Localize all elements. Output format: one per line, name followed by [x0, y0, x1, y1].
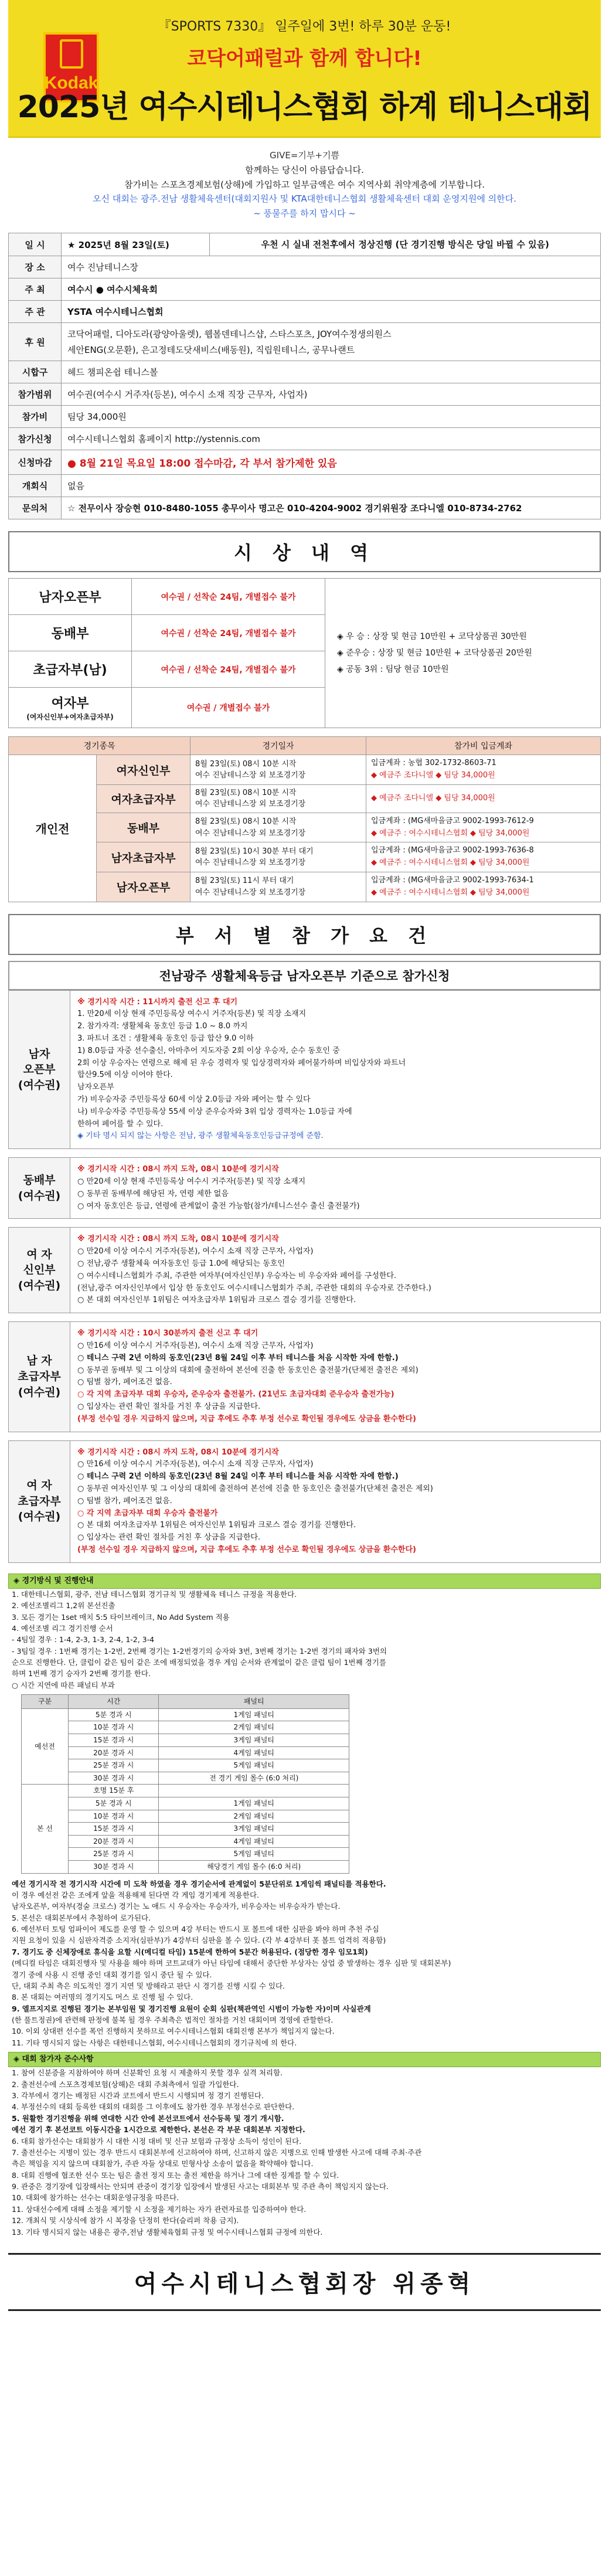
intro-line-1: 함께하는 당신이 아름답습니다. [245, 164, 364, 175]
kodak-logo: Kodak [43, 32, 99, 103]
requirement-line: 3. 파트너 조건 : 생활체육 동호인 등급 합산 9.0 이하 [77, 1034, 254, 1044]
rule-line: 이 경우 예선전 같은 조에게 앞을 적용해제 된다면 각 게임 경기제게 적용한다. [12, 1890, 260, 1899]
requirement-line: ○ 전남,광주 생활체육 여자동호인 등급 1.0에 해당되는 동호인 [77, 1259, 285, 1268]
apply-label: 참가신청 [9, 428, 62, 450]
requirement-line: 1) 8.0등급 자중 선수출신, 아마추어 지도자중 2회 이상 우승자, 순수 동호인 중 [77, 1046, 340, 1055]
penalty-time: 5분 경과 시 [69, 1797, 159, 1810]
rule-line: 예선 경기 후 본선코트 이동시간을 1시간으로 제한한다. 본선은 각 부문 대회본부 지정한다. [12, 2125, 305, 2135]
fees-header-account: 참가비 입금계좌 [366, 737, 601, 755]
rule-line: 3. 모든 경기는 1set 매치 5:5 타이브레이크, No Add System 적용 [12, 1612, 230, 1622]
penalty-row [22, 1785, 349, 1797]
requirement-line: ○ 만20세 이상 현재 주민등록상 여수시 거주자(등본) 및 직장 소재지 [77, 1177, 306, 1186]
rule-line: 11. 상대선수에게 대해 소정을 제기할 시 소정을 제기하는 자가 관련자료를 입증하여야 한다. [12, 2204, 307, 2214]
rule-line: 10. 대회에 참가하는 선수는 대회운영규정을 따른다. [12, 2193, 179, 2203]
opening-value: 없음 [62, 475, 601, 497]
scope-label: 참가범위 [9, 383, 62, 406]
rule-line: 1. 참여 신분증을 지참하여야 하며 신분확인 요청 시 제출하지 못할 경우 실격 처리함. [12, 2068, 283, 2078]
requirement-line: ○ 각 지역 초급자부 대회 우승자 출전불가 [77, 1508, 218, 1518]
requirement-line: ○ 입상자는 관련 확인 절차를 거친 후 상금을 지급한다. [77, 1402, 261, 1411]
requirement-line: ○ 동부권 여자신인부 및 그 이상의 대회에 출전하여 본선에 진출 한 동호인은 출전불가(단체전 출전은 제외) [77, 1484, 433, 1493]
date-label: 일 시 [9, 233, 62, 256]
fee-label: 참가비 [9, 406, 62, 428]
rule-line: (메디컬 타임은 대회진행자 및 사용을 해야 하며 코트교대가 아닌 타임에 대해서 중단한 부상자는 상업 중 발생하는 경우 심판 및 대회본부) [12, 1959, 451, 1968]
ball-label: 시합구 [9, 361, 62, 383]
sponsor-value [62, 323, 601, 361]
requirement-details [70, 1228, 601, 1313]
fees-event: 여자초급자부 [97, 784, 190, 813]
requirement-line: ○ 팀별 참가, 페어조건 없음. [77, 1496, 172, 1506]
requirement-line: 합산9.5에 이상 이어야 한다. [77, 1070, 173, 1080]
signature-footer: 여수시테니스협회장 위종혁 [8, 2253, 601, 2311]
requirement-line: ○ 만16세 이상 여수시 거주자(등본), 여수시 소재 직장 근무자, 사업자) [77, 1341, 314, 1350]
requirements-section-title: 부 서 별 참 가 요 건 [8, 914, 601, 955]
requirement-line: 한하여 페어를 할 수 있다. [77, 1119, 164, 1129]
rule-line: 단, 대회 주최 측은 의도적인 경기 지연 및 방해라고 판단 시 경기를 진행 시킬 수 있다. [12, 1981, 285, 1990]
fees-account: 입금계좌 : (MG새마을금고 9002-1993-7634-1 ◆ 예금주 : 여수시테니스협회 ◆ 팀당 34,000원 [366, 872, 601, 902]
requirement-block [8, 1440, 601, 1563]
penalty-value: 4게임 패널티 [159, 1746, 349, 1759]
event-note: 여수권 / 개별접수 불가 [132, 688, 325, 728]
prize-details [325, 579, 601, 728]
event-banner [8, 0, 601, 138]
fees-account: 입금계좌 : 농협 302-1732-8603-71 ◆ 예금주 조다니엘 ◆ 팀당 34,000원 [366, 755, 601, 785]
requirement-line: ○ 여수시테니스협회가 주최, 주관한 여자부(여자신인부) 우승자는 비 우승자와 페어를 구성한다. [77, 1271, 397, 1280]
rule-line: 남자오픈부, 여자부(경술 크로스) 경기는 노 애드 시 우승자는 우승자가, 비우승자는 비우승자가 받는다. [12, 1902, 341, 1911]
requirement-label: 여 자 초급자부 (여수권) [9, 1440, 70, 1562]
host-value: 여수시 ● 여수시체육회 [62, 278, 601, 301]
rule-line: 13. 기타 명시되지 않는 내용은 광주,전남 생활체육협회 규정 및 여수시테니스협회 규정에 의한다. [12, 2227, 323, 2237]
page-title: 2025년 여수시테니스협회 하계 테니스대회 [17, 90, 592, 125]
penalty-time: 20분 경과 시 [69, 1835, 159, 1848]
requirement-line: 1. 만20세 이상 현재 주민등록상 여수시 거주자(등본) 및 직장 소재지 [77, 1010, 307, 1019]
rule-line: 하며 1번째 경기 승자가 2번째 경기를 한다. [12, 1669, 151, 1678]
penalty-value: 해당경기 게임 몰수 (6:0 처리) [159, 1860, 349, 1873]
requirement-block [8, 1321, 601, 1432]
requirement-line: (부정 선수일 경우 지급하지 않으며, 지급 후에도 추후 부정 선수로 확인될 경우에도 상금을 환수한다) [77, 1545, 416, 1554]
penalty-time: 호명 15분 후 [69, 1785, 159, 1797]
requirement-block [8, 1227, 601, 1313]
fees-category: 개인전 [9, 755, 97, 902]
rule-line: 6. 대회 참가선수는 대회참가 시 대한 시정 대비 및 신규 보험과 규정상 소득이 성인이 된다. [12, 2136, 302, 2146]
banner-sponsor-line: 코닥어패럴과 함께 합니다! [187, 47, 422, 70]
rule-line: 측은 책임을 지지 않으며 대회참가, 주관 자들 상대로 민형사상 소송이 없음을 확약해야 합니다. [12, 2159, 314, 2169]
requirement-line: ○ 동부권 동배부 및 그 이상의 대회에 출전하여 본선에 진출 한 동호인은 출전불가(단체전 출전은 제외) [77, 1365, 419, 1375]
rule-line: 8. 대회 진행에 협조한 선수 또는 팀은 출전 정지 또는 출전 제한을 하거나 그에 대한 징계를 할 수 있다. [12, 2170, 339, 2180]
conduct-heading: ◈ 대회 참가자 준수사항 [8, 2052, 601, 2067]
penalty-time: 15분 경과 시 [69, 1823, 159, 1836]
sponsor-line-2: 세안ENG(오문환), 은고정테도닷새비스(배동원), 직립원테니스, 공무나랜트 [67, 345, 355, 356]
rule-line: ○ 시간 지연에 따른 패널티 부과 [12, 1680, 115, 1690]
intro-line-4: ~ 풍물주를 하지 맙시다 ~ [253, 208, 356, 219]
venue-label: 장 소 [9, 256, 62, 278]
date-value: ★ 2025년 8월 23일(토) [62, 233, 210, 256]
penalty-group: 예선전 [22, 1708, 69, 1785]
penalty-table [21, 1694, 349, 1873]
requirement-line: ◈ 기타 명시 되지 않는 사항은 전남, 광주 생활체육동호인등급규정에 준함. [77, 1131, 324, 1141]
event-note: 여수권 / 선착순 24팀, 개별접수 불가 [132, 651, 325, 688]
rule-line: 7. 출전선수는 지병이 있는 경우 반드시 대회본부에 신고하여야 하며, 신고하지 않은 지병으로 인해 발생한 사고에 대해 주최·주관 [12, 2147, 422, 2157]
penalty-value: 5게임 패널티 [159, 1848, 349, 1861]
requirements-subtitle: 전남광주 생활체육등급 남자오픈부 기준으로 참가신청 [8, 961, 601, 990]
requirement-line: ○ 만20세 이상 여수시 거주자(등본), 여수시 소재 직장 근무자, 사업자) [77, 1247, 314, 1256]
requirement-label: 남자 오픈부 (여수권) [9, 990, 70, 1149]
fees-event: 여자신인부 [97, 755, 190, 785]
intro-give: GIVE=기부+기쁨 [270, 150, 339, 161]
penalty-row [22, 1734, 349, 1747]
conduct-lines [8, 2067, 601, 2238]
banner-slogan: 『SPORTS 7330』 일주일에 3번! 하루 30분 운동! [158, 19, 451, 34]
penalty-row [22, 1772, 349, 1785]
rule-line: 5. 본선은 대회본부에서 추첨하여 로가된다. [12, 1913, 151, 1922]
block-gap [8, 1149, 601, 1157]
penalty-value: 2게임 패널티 [159, 1721, 349, 1734]
event-name: 남자오픈부 [9, 579, 132, 615]
fees-header-date: 경기일자 [190, 737, 366, 755]
penalty-value: 4게임 패널티 [159, 1835, 349, 1848]
fees-event: 동배부 [97, 813, 190, 842]
penalty-time: 5분 경과 시 [69, 1708, 159, 1721]
requirements-list [8, 990, 601, 1563]
requirement-line: ○ 팀별 참가, 페어조건 없음. [77, 1378, 172, 1387]
penalty-row [22, 1810, 349, 1823]
event-info-table [8, 233, 601, 520]
penalty-time: 10분 경과 시 [69, 1810, 159, 1823]
rule-line: 지원 요청이 있을 시 심판자격증 소지자(심판부)가 4강부터 심판을 볼 수 있다. (각 부 4강부터 폿 볼트 엄격히 적용함) [12, 1936, 386, 1945]
fees-schedule: 8월 23일(토) 08시 10분 시작 여수 진남테니스장 외 보조경기장 [190, 755, 366, 785]
rule-line: 11. 기타 명시되지 않는 사항은 대한테니스협회, 여수시테니스협회의 경기규칙에 의 한다. [12, 2038, 297, 2047]
penalty-group: 본 선 [22, 1785, 69, 1873]
opening-label: 개회식 [9, 475, 62, 497]
scope-value: 여수권(여수시 거주자(등본), 여수시 소재 직장 근무자, 사업자) [62, 383, 601, 406]
requirement-details [70, 1158, 601, 1219]
requirement-line: ○ 만16세 이상 여수시 거주자(등본), 여수시 소재 직장 근무자, 사업자) [77, 1460, 314, 1469]
fees-schedule: 8월 23일(토) 10시 30분 부터 대기 여수 진남테니스장 외 보조경기장 [190, 842, 366, 872]
requirement-block [8, 1157, 601, 1219]
penalty-time: 30분 경과 시 [69, 1860, 159, 1873]
event-note: 여수권 / 선착순 24팀, 개별접수 불가 [132, 579, 325, 615]
event-name: 초급자부(남) [9, 651, 132, 688]
organizer-value: YSTA 여수시테니스협회 [62, 301, 601, 323]
requirement-label: 동배부 (여수권) [9, 1158, 70, 1219]
requirement-details [70, 1440, 601, 1562]
rules-lines-1 [8, 1589, 601, 1691]
requirement-label: 여 자 신인부 (여수권) [9, 1228, 70, 1313]
fees-schedule: 8월 23일(토) 11시 부터 대기 여수 진남테니스장 외 보조경기장 [190, 872, 366, 902]
fees-account: ◆ 예금주 조다니엘 ◆ 팀당 34,000원 [366, 784, 601, 813]
rule-line: - 3팀일 경우 : 1번째 경기는 1-2번, 2번째 경기는 1-2번경기의 승자와 3번, 3번째 경기는 1-2번 경기의 패자와 3번의 [12, 1646, 387, 1656]
deadline-value: ● 8월 21일 목요일 18:00 접수마감, 각 부서 참가제한 있음 [62, 450, 601, 475]
penalty-row [22, 1708, 349, 1721]
penalty-row [22, 1860, 349, 1873]
penalty-time: 10분 경과 시 [69, 1721, 159, 1734]
penalty-row [22, 1823, 349, 1836]
requirement-line: 가) 비우승자중 주민등록상 60세 이상 2.0등급 자와 페어는 할 수 있다 [77, 1095, 311, 1104]
requirement-line: ○ 입상자는 관련 확인 절차를 거친 후 상금을 지급한다. [77, 1533, 261, 1542]
rule-line: 2. 예선조별리그 1,2위 본선진출 [12, 1601, 115, 1610]
penalty-value: 전 경기 게임 몰수 (6:0 처리) [159, 1772, 349, 1785]
rules-lines-2 [8, 1878, 601, 2049]
rule-line: 9. 관중은 경기장에 입장해서는 안되며 관중이 경기장 입장에서 발생된 사고는 대회본부 및 주관 측이 책임지지 않는다. [12, 2182, 389, 2191]
rain-note: 우천 시 실내 전천후에서 정상진행 (단 경기진행 방식은 당일 바뀔 수 있음) [210, 233, 601, 256]
fees-table [8, 736, 601, 902]
block-gap [8, 1219, 601, 1227]
fees-event: 남자초급자부 [97, 842, 190, 872]
requirement-line: ○ 테니스 구력 2년 이하의 동호인(23년 8월 24일 이후 부터 테니스를 처음 시작한 자에 한함.) [77, 1353, 399, 1362]
penalty-value [159, 1785, 349, 1797]
rule-line: 3. 각부에서 경기는 배정된 시간과 코트에서 반드시 시행되며 정 경기 진행된다. [12, 2091, 264, 2101]
organizer-label: 주 관 [9, 301, 62, 323]
rule-line: - 4팀일 경우 : 1-4, 2-3, 1-3, 2-4, 1-2, 3-4 [12, 1635, 155, 1644]
prize-runner-up: ◈ 준우승 : 상장 및 현금 10만원 + 코닥상품권 20만원 [337, 648, 532, 658]
penalty-value: 3게임 패널티 [159, 1734, 349, 1747]
rule-line: 예선 경기시작 전 경기시작 시간에 미 도착 하였을 경우 경기순서에 관계없이 5분단위로 1게임씩 패널티를 적용한다. [12, 1879, 386, 1888]
requirement-line: (부정 선수일 경우 지급하지 않으며, 지급 후에도 추후 부정 선수로 확인될 경우에도 상금을 환수한다) [77, 1414, 416, 1423]
penalty-row [22, 1797, 349, 1810]
rule-line: 8. 본 대회는 여러명의 경기지도 머스 로 진행 될 수 있다. [12, 1993, 193, 2002]
requirement-line: ○ 동부권 동배부에 해당된 자, 연령 제한 없음 [77, 1189, 229, 1198]
penalty-value: 1게임 패널티 [159, 1797, 349, 1810]
rule-line: 순으로 진행한다. 단, 클럽이 같은 팀이 같은 조에 배정되었을 경우 게임 순서와 관계없이 같은 클럽 팀이 1번째 경기를 [12, 1658, 386, 1667]
requirement-line: ○ 본 대회 여자신인부 1위팀은 여자초급자부 1위팀과 크로스 결승 경기를 진행한다. [77, 1296, 356, 1305]
sponsor-line-1: 코닥어패럴, 디아도라(광양아울렛), 웹볼덴테니스샵, 스타스포츠, JOY여수정생의원스 [67, 329, 392, 340]
fees-schedule: 8월 23일(토) 08시 10분 시작 여수 진남테니스장 외 보조경기장 [190, 784, 366, 813]
penalty-row [22, 1835, 349, 1848]
penalty-time: 30분 경과 시 [69, 1772, 159, 1785]
requirement-line: ○ 여자 동호인은 등급, 연령에 관계없이 출전 가능함(참가/테니스선수 출신 출전불가) [77, 1201, 360, 1211]
intro-line-2: 참가비는 스포츠경제보험(상해)에 가입하고 일부금액은 여수 지역사회 취약계층에 기부합니다. [124, 179, 485, 190]
penalty-row [22, 1759, 349, 1772]
fee-value: 팀당 34,000원 [62, 406, 601, 428]
penalty-value: 1게임 패널티 [159, 1708, 349, 1721]
penalty-time: 20분 경과 시 [69, 1746, 159, 1759]
ball-value: 헤드 챔피온쉽 테니스볼 [62, 361, 601, 383]
requirement-line: 2회 이상 우승자는 연령으로 해제 된 우승 경력자 및 입상경력자와 페어불가하며 비입상자와 파트너 [77, 1058, 406, 1068]
penalty-time: 15분 경과 시 [69, 1734, 159, 1747]
contact-value: ☆ 전무이사 장승현 010-8480-1055 총무이사 명고은 010-4204-9002 경기위원장 조다니엘 010-8734-2762 [62, 497, 601, 519]
block-gap [8, 1432, 601, 1440]
intro-line-3: 오신 대회는 광주.전남 생활체육센터(대회지원사 및 KTA대한테니스협회 생활체육센터 대회 운영지원에 의한다. [93, 193, 516, 205]
deadline-label: 신청마감 [9, 450, 62, 475]
apply-value[interactable]: 여수시테니스협회 홈페이지 http://ystennis.com [62, 428, 601, 450]
prize-third: ◈ 공동 3위 : 팀당 현금 10만원 [337, 665, 449, 675]
rule-line: 7. 경기도 중 신체장애로 휴식을 요할 시(메디컬 타임) 15분에 한하여 5분간 허용된다. (점당한 경우 임모1회) [12, 1947, 368, 1956]
rule-line: 2. 출전선수에 스포츠경제보험(상해)은 대회 주최측에서 일괄 가입한다. [12, 2079, 239, 2089]
rule-line: 9. 엘프지지로 진행된 경기는 본부임원 및 경기진행 요원이 순회 심판(책관역인 시범이 가능한 자)이며 사실관계 [12, 2004, 371, 2013]
rule-line: 5. 원활한 경기진행을 위해 연대한 시간 안에 본선코트에서 선수등록 및 경기 개시함. [12, 2113, 284, 2123]
rule-line: 4. 부정선수의 대회 등록한 대회의 대회를 그 이후에도 참가한 경우 부정선수로 판단한다. [12, 2102, 295, 2112]
requirement-line: (전남,광주 여자신인부에서 입상 한 동호인도 여수시테니스협회가 주최, 주관한 대회의 우승자로 간주한다.) [77, 1283, 431, 1293]
penalty-row [22, 1848, 349, 1861]
requirement-line: ※ 경기시작 시간 : 08시 까지 도착, 08시 10분에 경기시작 [77, 1447, 279, 1457]
requirement-line: 남자오픈부 [77, 1083, 114, 1092]
contact-label: 문의처 [9, 497, 62, 519]
requirement-details [70, 990, 601, 1149]
penalty-header: 시간 [69, 1695, 159, 1709]
prize-winner: ◈ 우 승 : 상장 및 현금 10만원 + 코닥상품권 30만원 [337, 632, 527, 642]
penalty-value: 2게임 패널티 [159, 1810, 349, 1823]
penalty-row [22, 1746, 349, 1759]
requirement-line: ○ 테니스 구력 2년 이하의 동호인(23년 8월 24일 이후 부터 테니스를 처음 시작한 자에 한함.) [77, 1472, 399, 1481]
requirement-line: ※ 경기시작 시간 : 11시까지 출전 신고 후 대기 [77, 997, 238, 1007]
fees-header-event: 경기종목 [9, 737, 190, 755]
fees-event: 남자오픈부 [97, 872, 190, 902]
penalty-time: 25분 경과 시 [69, 1759, 159, 1772]
requirement-line: ※ 경기시작 시간 : 08시 까지 도착, 08시 10분에 경기시작 [77, 1165, 279, 1174]
rule-line: 10. 이외 상대편 선수를 폭언 진행하지 못하므로 여수시테니스협회 대회진행 본부가 책임지지 않는다. [12, 2027, 335, 2036]
penalty-header: 구분 [22, 1695, 69, 1709]
requirement-line: 나) 비우승자중 주민등록상 55세 이상 준우승자와 3위 입상 경력자는 1.0등급 자에 [77, 1107, 352, 1116]
requirement-line: ○ 본 대회 여자초급자부 1위팀은 여자신인부 1위팀과 크로스 결승 경기를 진행한다. [77, 1521, 356, 1530]
penalty-header: 패널티 [159, 1695, 349, 1709]
rule-line: 4. 예선조별 리그 경기진행 순서 [12, 1623, 113, 1633]
rule-line: 12. 개최식 및 시상식에 참가 시 복장을 단정히 한다(슬리퍼 착용 금지). [12, 2216, 239, 2225]
intro-text [8, 138, 601, 233]
fees-account: 입금계좌 : (MG새마을금고 9002-1993-7636-8 ◆ 예금주 : 여수시테니스협회 ◆ 팀당 34,000원 [366, 842, 601, 872]
venue-value: 여수 진남테니스장 [62, 256, 601, 278]
sponsor-label: 후 원 [9, 323, 62, 361]
requirement-details [70, 1322, 601, 1432]
requirement-line: ○ 각 지역 초급자부 대회 우승자, 준우승자 출전불가. (21년도 초급자대회 준우승자 출전가능) [77, 1390, 394, 1399]
requirement-block [8, 990, 601, 1150]
requirement-line: 2. 참가자격: 생활체육 동호인 등급 1.0 ~ 8.0 까지 [77, 1022, 248, 1031]
rule-line: 6. 예선부터 토팅 엄파이어 제도를 운영 할 수 있으며 4강 부터는 반드시 포 볼트에 대한 심판을 봐야 하며 추천 주심 [12, 1925, 379, 1934]
requirement-line: ※ 경기시작 시간 : 10시 30분까지 출전 신고 후 대기 [77, 1329, 258, 1338]
host-label: 주 최 [9, 278, 62, 301]
rule-line: 경기 중에 사용 시 진행 중인 대회 경기를 일시 중단 될 수 있다. [12, 1970, 212, 1979]
rules-heading: ◈ 경기방식 및 진행안내 [8, 1574, 601, 1589]
events-table [8, 578, 601, 728]
rules-section [8, 1574, 601, 2238]
event-note: 여수권 / 선착순 24팀, 개별접수 불가 [132, 615, 325, 651]
block-gap [8, 1313, 601, 1321]
requirement-label: 남 자 초급자부 (여수권) [9, 1322, 70, 1432]
event-name: 여자부 (여자신인부+여자초급자부) [9, 688, 132, 728]
penalty-value: 5게임 패널티 [159, 1759, 349, 1772]
penalty-value: 3게임 패널티 [159, 1823, 349, 1836]
penalty-row [22, 1721, 349, 1734]
requirement-line: ※ 경기시작 시간 : 08시 까지 도착, 08시 10분에 경기시작 [77, 1235, 279, 1244]
fees-schedule: 8월 23일(토) 08시 10분 시작 여수 진남테니스장 외 보조경기장 [190, 813, 366, 842]
prize-section-title: 시 상 내 역 [8, 531, 601, 572]
fees-account: 입금계좌 : (MG새마을금고 9002-1993-7612-9 ◆ 예금주 : 여수시테니스협회 ◆ 팀당 34,000원 [366, 813, 601, 842]
rule-line: (한 풀트정권)에 관련해 판정에 불복 될 경우 주최측은 법적인 절차를 거친 대회이며 경영에 관할한다. [12, 2016, 334, 2025]
penalty-time: 25분 경과 시 [69, 1848, 159, 1861]
event-name: 동배부 [9, 615, 132, 651]
rule-line: 1. 대한테니스협회, 광주, 전남 테니스협회 경기규칙 및 생활체육 테니스 규정을 적용한다. [12, 1589, 297, 1599]
